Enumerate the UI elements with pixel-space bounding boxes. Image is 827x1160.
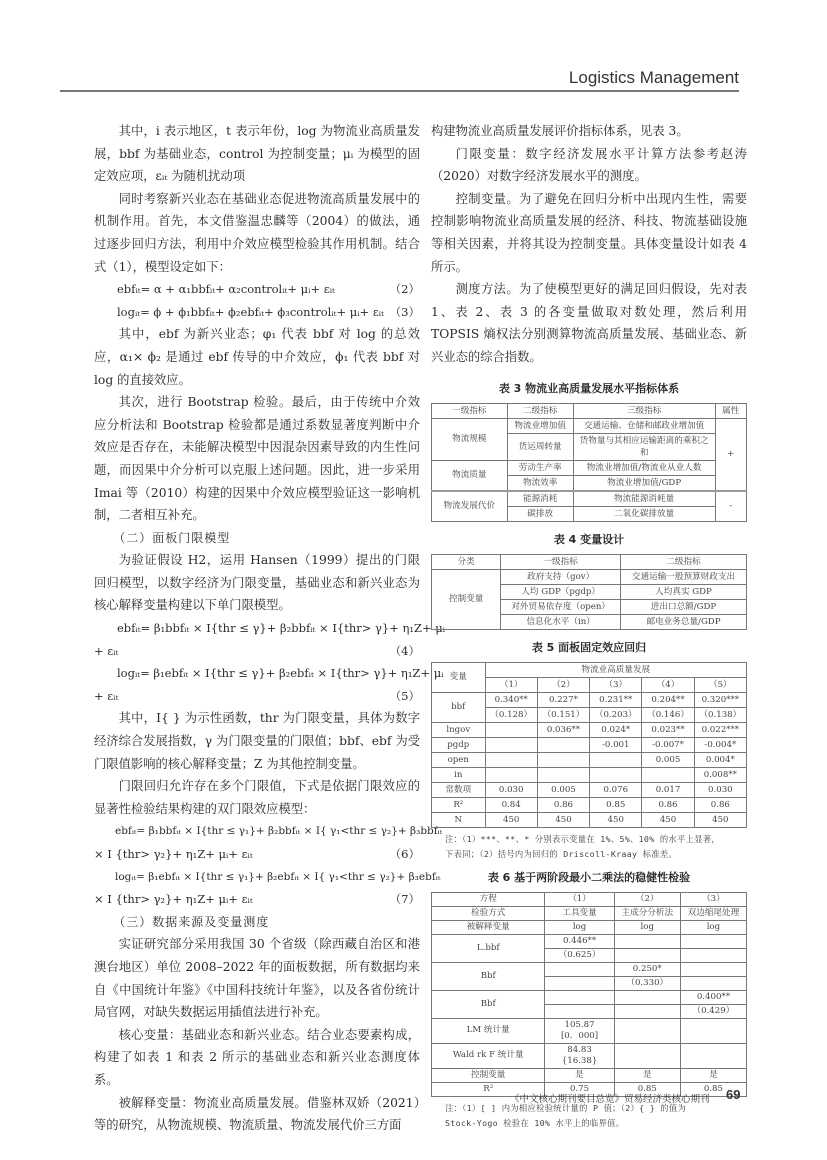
table-row — [432, 934, 747, 948]
table-cell: R² — [432, 797, 486, 812]
table-cell: 0.030 — [485, 782, 537, 797]
table-cell — [680, 1043, 746, 1068]
table-cell: 是 — [680, 1068, 746, 1082]
table-cell: 0.017 — [642, 782, 694, 797]
table-row — [432, 491, 747, 507]
table-cell: （0.429） — [680, 1004, 746, 1018]
paragraph: 同时考察新兴业态在基础业态促进物流高质量发展中的机制作用。首先，本文借鉴温忠麟等（2004）的做法，通过逐步回归方法，利用中介效应模型检验其作用机制。结合式（1），模型设定如下： — [94, 191, 420, 274]
table-cell: （0.128） — [485, 707, 537, 722]
table-cell: 交通运输一般预算财政支出 — [620, 569, 746, 584]
table-cell: 物流规模 — [432, 418, 508, 460]
table-cell — [614, 1018, 680, 1043]
table-cell: in — [432, 767, 486, 782]
table-cell: 450 — [485, 812, 537, 827]
table-cell — [545, 962, 614, 976]
table-cell — [485, 767, 537, 782]
table-cell: 0.85 — [680, 1082, 746, 1096]
table-cell: 0.320*** — [694, 692, 746, 707]
table-cell: 货运周转量 — [507, 433, 573, 460]
header-rule — [60, 90, 739, 92]
table-cell: LM 统计量 — [432, 1018, 545, 1043]
table-header-cell: 变量 — [432, 662, 486, 692]
equation-7 — [94, 866, 441, 889]
paragraph: 控制变量。为了避免在回归分析中出现内生性，需要控制影响物流业高质量发展的经济、科技、物流基础设施等相关因素，并将其设为控制变量。具体变量设计如表 4 所示。 — [431, 191, 747, 274]
table-cell: + — [715, 418, 747, 491]
table-cell: 方程 — [432, 892, 545, 906]
table-cell: 0.204** — [642, 692, 694, 707]
table-cell: 工具变量 — [545, 906, 614, 920]
equation-4 — [94, 617, 446, 640]
table-cell: （0.146） — [642, 707, 694, 722]
equation-text: logᵢₜ= ϕ + ϕ₁bbfᵢₜ+ ϕ₂ebfᵢₜ+ ϕ₃controlᵢₜ+ μᵢ+ εᵢₜ — [117, 304, 384, 319]
table-cell: Wald rk F 统计量 — [432, 1043, 545, 1068]
table-cell: log — [680, 920, 746, 934]
table-4-title: 表 4 变量设计 — [553, 532, 625, 546]
equation-6-cont — [94, 843, 420, 866]
table-cell: 0.86 — [694, 797, 746, 812]
table-cell: 控制变量 — [432, 1068, 545, 1082]
table-cell: 0.022*** — [694, 722, 746, 737]
table-row — [432, 782, 747, 797]
table-row — [432, 812, 747, 827]
equation-2 — [94, 278, 420, 301]
paragraph: 其中，ebf 为新兴业态；φ₁ 代表 bbf 对 log 的总效应，α₁× ϕ₂ 是通过 ebf 传导的中介效应，ϕ₁ 代表 bbf 对 log 的直接效应。 — [94, 327, 420, 387]
table-cell: 0.400** — [680, 990, 746, 1004]
table-cell — [485, 752, 537, 767]
table-header-cell: 物流业高质量发展 — [485, 662, 746, 677]
equation-text: ebfᵢₜ= β₁bbfᵢₜ × I{thr ≤ γ}+ β₂bbfᵢₜ × I{thr> γ}+ η₁Z+ μᵢ — [117, 621, 446, 636]
equation-6 — [94, 820, 443, 843]
table-row — [432, 906, 747, 920]
table-cell — [537, 737, 589, 752]
table-cell — [485, 737, 537, 752]
stat-bracket: {16.38} — [561, 1055, 598, 1066]
paragraph: 实证研究部分采用我国 30 个省级（除西藏自治区和港澳台地区）单位 2008–2022 年的面板数据，所有数据均来自《中国统计年鉴》《中国科技统计年鉴》，以及各省份统计局官网，对缺失数据运用插值法进行补充。 — [94, 937, 420, 1020]
stat-value: 105.87 — [564, 1019, 595, 1030]
equation-number: （2） — [389, 282, 420, 297]
table-cell: 二氧化碳排放量 — [573, 506, 715, 521]
paragraph: 其中，i 表示地区，t 表示年份，log 为物流业高质量发展，bbf 为基础业态，control 为控制变量；μᵢ 为模型的固定效应项，εᵢₜ 为随机扰动项 — [94, 124, 420, 184]
table-5 — [431, 662, 747, 828]
paragraph: 构建物流业高质量发展评价指标体系，见表 3。 — [431, 124, 689, 138]
table-header-cell: 分类 — [432, 554, 501, 569]
table-cell: （0.625） — [545, 948, 614, 962]
table-header-cell: （4） — [642, 677, 694, 692]
table-cell — [545, 990, 614, 1004]
table-header-row — [432, 403, 747, 418]
table-row — [432, 920, 747, 934]
table-3-title: 表 3 物流业高质量发展水平指标体系 — [498, 381, 680, 395]
equation-text: × I {thr> γ₂}+ η₁Z+ μᵢ+ εᵢₜ — [94, 847, 253, 861]
paragraph: 被解释变量：物流业高质量发展。借鉴林双娇（2021）等的研究，从物流规模、物流质量、物流发展代价三方面 — [94, 1095, 420, 1133]
table-row — [432, 767, 747, 782]
table-cell — [545, 1043, 614, 1068]
table-cell: 0.86 — [642, 797, 694, 812]
table-cell: （2） — [614, 892, 680, 906]
table-cell: R² — [432, 1082, 545, 1096]
paragraph: 门限变量：数字经济发展水平计算方法参考赵涛（2020）对数字经济发展水平的测度。 — [431, 146, 747, 184]
table-cell: 人均 GDP（pgdp） — [501, 584, 621, 599]
table-cell — [614, 990, 680, 1004]
table-cell: 0.023** — [642, 722, 694, 737]
table-header-cell: 二级指标 — [620, 554, 746, 569]
table-row — [432, 737, 747, 752]
table-cell: 0.076 — [590, 782, 642, 797]
table-cell — [680, 962, 746, 976]
table-4 — [431, 554, 747, 630]
table-cell: 0.008** — [694, 767, 746, 782]
equation-4-cont — [94, 640, 420, 663]
note-line: 注：（1）[ ] 内为相应检验统计量的 P 值；（2）{ } 的值为 — [445, 1102, 687, 1113]
table-cell: -0.007* — [642, 737, 694, 752]
table-cell: bbf — [432, 692, 486, 722]
table-cell — [680, 934, 746, 948]
table-cell: 物流质量 — [432, 460, 508, 491]
table-cell: 邮电业务总量/GDP — [620, 614, 746, 629]
table-cell: 0.005 — [642, 752, 694, 767]
table-5-note — [431, 832, 747, 862]
table-cell: 450 — [537, 812, 589, 827]
equation-text: logᵢₜ= β₁ebfᵢₜ × I{thr ≤ γ₁}+ β₂ebfᵢₜ × I{ γ₁<thr ≤ γ₂}+ β₃ebfᵢₜ — [115, 870, 441, 883]
table-row — [432, 460, 747, 475]
table-row — [432, 569, 747, 584]
table-row — [432, 892, 747, 906]
table-row — [432, 1068, 747, 1082]
table-header-row — [432, 662, 747, 677]
table-cell: 检验方式 — [432, 906, 545, 920]
table-6-title: 表 6 基于两阶段最小二乘法的稳健性检验 — [487, 870, 691, 884]
table-cell: 0.024* — [590, 722, 642, 737]
table-cell — [614, 1043, 680, 1068]
paragraph: 核心变量：基础业态和新兴业态。结合业态要素构成，构建了如表 1 和表 2 所示的基础业态和新兴业态测度体系。 — [94, 1027, 420, 1087]
table-cell: 450 — [694, 812, 746, 827]
table-cell: 物流效率 — [507, 475, 573, 491]
table-header-cell: （5） — [694, 677, 746, 692]
table-cell: 0.036** — [537, 722, 589, 737]
table-cell: 是 — [614, 1068, 680, 1082]
table-row — [432, 418, 747, 433]
table-cell: 控制变量 — [432, 569, 501, 629]
table-cell: 0.231** — [590, 692, 642, 707]
equation-text: × I {thr> γ₂}+ η₁Z+ μᵢ+ εᵢₜ — [94, 892, 253, 907]
table-cell: （1） — [545, 892, 614, 906]
table-6-note — [431, 1101, 747, 1131]
table-cell: Bbf — [432, 962, 545, 990]
equation-text: ebfᵢₜ= β₁bbfᵢₜ × I{thr ≤ γ₁}+ β₂bbfᵢₜ × I{ γ₁<thr ≤ γ₂}+ β₃bbfᵢₜ — [115, 825, 443, 838]
table-cell — [680, 948, 746, 962]
table-cell: 0.85 — [614, 1082, 680, 1096]
table-cell: N — [432, 812, 486, 827]
equation-text: + εᵢₜ — [94, 643, 119, 658]
table-6 — [431, 892, 747, 1097]
table-cell: 物流业增加值 — [507, 418, 573, 433]
table-cell: 450 — [590, 812, 642, 827]
table-header-cell: 一级指标 — [501, 554, 621, 569]
table-cell — [614, 948, 680, 962]
table-cell: 0.85 — [590, 797, 642, 812]
table-cell: pgdp — [432, 737, 486, 752]
table-row — [432, 752, 747, 767]
table-cell: 物流业增加值/物流业从业人数 — [573, 460, 715, 475]
table-cell: -0.004* — [694, 737, 746, 752]
table-cell: 0.75 — [545, 1082, 614, 1096]
section-heading: （二）面板门限模型 — [113, 530, 231, 545]
table-header-row — [432, 554, 747, 569]
note-line: 下表同；（2）括号内为回归的 Driscoll-Kraay 标准差。 — [445, 848, 678, 859]
paragraph: 门限回归允许存在多个门限值，下式是依据门限效应的显著性检验结果构建的双门限效应模型： — [94, 779, 420, 816]
table-header-cell: （1） — [485, 677, 537, 692]
page-number: 69 — [726, 1087, 741, 1102]
note-line: 注：（1）***、**、* 分别表示变量在 1%、5%、10% 的水平上显著， — [445, 833, 721, 844]
table-header-cell: （3） — [590, 677, 642, 692]
table-cell: 政府支持（gov） — [501, 569, 621, 584]
left-column — [94, 120, 446, 1137]
paragraph: 测度方法。为了使模型更好的满足回归假设，先对表 1、表 2、表 3 的各变量做取对数处理，然后利用 TOPSIS 熵权法分别测算物流高质量发展、基础业态、新兴业态的综合指数。 — [431, 282, 747, 364]
table-row — [432, 797, 747, 812]
table-cell: 0.227* — [537, 692, 589, 707]
table-cell: 是 — [545, 1068, 614, 1082]
table-cell — [537, 767, 589, 782]
table-row — [432, 962, 747, 976]
note-line: Stock-Yogo 检验在 10% 水平上的临界值。 — [445, 1117, 625, 1128]
table-cell: L.bbf — [432, 934, 545, 962]
table-cell: 劳动生产率 — [507, 460, 573, 475]
table-cell: lngov — [432, 722, 486, 737]
table-cell: 0.250* — [614, 962, 680, 976]
table-cell: 人均真实 GDP — [620, 584, 746, 599]
stat-bracket: [0．000] — [560, 1030, 599, 1041]
equation-number: （4） — [389, 643, 420, 658]
table-header-cell: 三级指标 — [573, 403, 715, 418]
table-cell: （0.151） — [537, 707, 589, 722]
table-cell: 0.004* — [694, 752, 746, 767]
equation-text: ebfᵢₜ= α + α₁bbfᵢₜ+ α₂controlᵢₜ+ μᵢ+ εᵢₜ — [117, 282, 335, 297]
table-row — [432, 1018, 747, 1043]
table-cell: （0.138） — [694, 707, 746, 722]
table-cell: 主成分分析法 — [614, 906, 680, 920]
table-cell: 信息化水平（in） — [501, 614, 621, 629]
table-row — [432, 722, 747, 737]
table-cell: （3） — [680, 892, 746, 906]
table-3 — [431, 403, 747, 522]
equation-number: （6） — [389, 847, 420, 861]
table-cell: 碳排放 — [507, 506, 573, 521]
table-cell: 450 — [642, 812, 694, 827]
equation-text: logᵢₜ= β₁ebfᵢₜ × I{thr ≤ γ}+ β₂ebfᵢₜ × I{thr> γ}+ η₁Z+ μᵢ — [117, 666, 444, 681]
table-cell: open — [432, 752, 486, 767]
table-cell: - — [715, 491, 747, 522]
table-cell: （0.330） — [614, 976, 680, 990]
table-cell: 0.86 — [537, 797, 589, 812]
table-cell — [537, 752, 589, 767]
table-cell — [590, 752, 642, 767]
table-cell: -0.001 — [590, 737, 642, 752]
equation-number: （5） — [389, 688, 420, 703]
paragraph: 其次，进行 Bootstrap 检验。最后，由于传统中介效应分析法和 Bootstrap 检验都是通过系数显著度判断中介效应是否存在，未能解决模型中因混杂因素导致的内生性问题，而因果中介分析可以克服上述问题。因此，进一步采用 Imai 等（2010）构建的因果中介效应模型验证这一影响机制，二者相互补充。 — [94, 395, 420, 523]
table-row — [432, 1043, 747, 1068]
table-header-cell: 二级指标 — [507, 403, 573, 418]
table-cell — [590, 767, 642, 782]
table-cell — [545, 1004, 614, 1018]
table-cell — [545, 1018, 614, 1043]
equation-number: （3） — [389, 304, 420, 319]
equation-7-cont — [94, 888, 420, 911]
table-cell: 对外贸易依存度（open） — [501, 599, 621, 614]
table-cell — [614, 1004, 680, 1018]
table-header-cell: 属性 — [715, 403, 747, 418]
table-cell: log — [614, 920, 680, 934]
table-header-cell: （2） — [537, 677, 589, 692]
table-cell: 物流发展代价 — [432, 491, 508, 522]
table-cell — [545, 976, 614, 990]
paragraph: 为验证假设 H2，运用 Hansen（1999）提出的门限回归模型，以数字经济为门限变量，基础业态和新兴业态为核心解释变量构建以下单门限模型。 — [94, 553, 420, 613]
table-cell — [642, 767, 694, 782]
table-cell — [680, 1018, 746, 1043]
table-row — [432, 990, 747, 1004]
table-cell: log — [545, 920, 614, 934]
table-cell: 0.340** — [485, 692, 537, 707]
stat-value: 84.83 — [567, 1044, 592, 1055]
table-cell: 能源消耗 — [507, 491, 573, 507]
equation-number: （7） — [389, 892, 420, 907]
table-cell — [485, 722, 537, 737]
equation-5 — [94, 662, 444, 685]
journal-title: Logistics Management — [568, 68, 739, 87]
right-column — [431, 120, 747, 1131]
table-cell: Bbf — [432, 990, 545, 1018]
table-cell: 物流业增加值/GDP — [573, 475, 715, 491]
section-heading: （三）数据来源及变量测度 — [113, 914, 270, 929]
table-cell: 0.84 — [485, 797, 537, 812]
table-cell: 0.005 — [537, 782, 589, 797]
equation-5-cont — [94, 685, 420, 708]
table-cell: 0.446** — [545, 934, 614, 948]
table-cell: 物流能源消耗量 — [573, 491, 715, 507]
table-cell: 0.030 — [694, 782, 746, 797]
table-row — [432, 692, 747, 707]
table-cell: 货物量与其相应运输距离的乘积之和 — [573, 433, 715, 460]
equation-text: + εᵢₜ — [94, 688, 119, 703]
table-cell: 被解释变量 — [432, 920, 545, 934]
paragraph: 其中，I{ } 为示性函数，thr 为门限变量，具体为数字经济综合发展指数，γ 为门限变量的门限值；bbf、ebf 为受门限值影响的核心解释变量；Z 为其他控制变量。 — [94, 711, 420, 771]
footer-text: 《中文核心期刊要目总览》贸易经济类核心期刊 — [510, 1094, 710, 1105]
equation-3 — [94, 301, 420, 324]
table-5-title: 表 5 面板固定效应回归 — [531, 640, 647, 654]
table-cell: 交通运输、仓储和邮政业增加值 — [573, 418, 715, 433]
table-cell — [680, 976, 746, 990]
table-cell: （0.203） — [590, 707, 642, 722]
table-cell — [614, 934, 680, 948]
table-header-cell: 一级指标 — [432, 403, 508, 418]
table-cell: 进出口总额/GDP — [620, 599, 746, 614]
table-cell: 双边缩尾处理 — [680, 906, 746, 920]
table-cell: 常数项 — [432, 782, 486, 797]
